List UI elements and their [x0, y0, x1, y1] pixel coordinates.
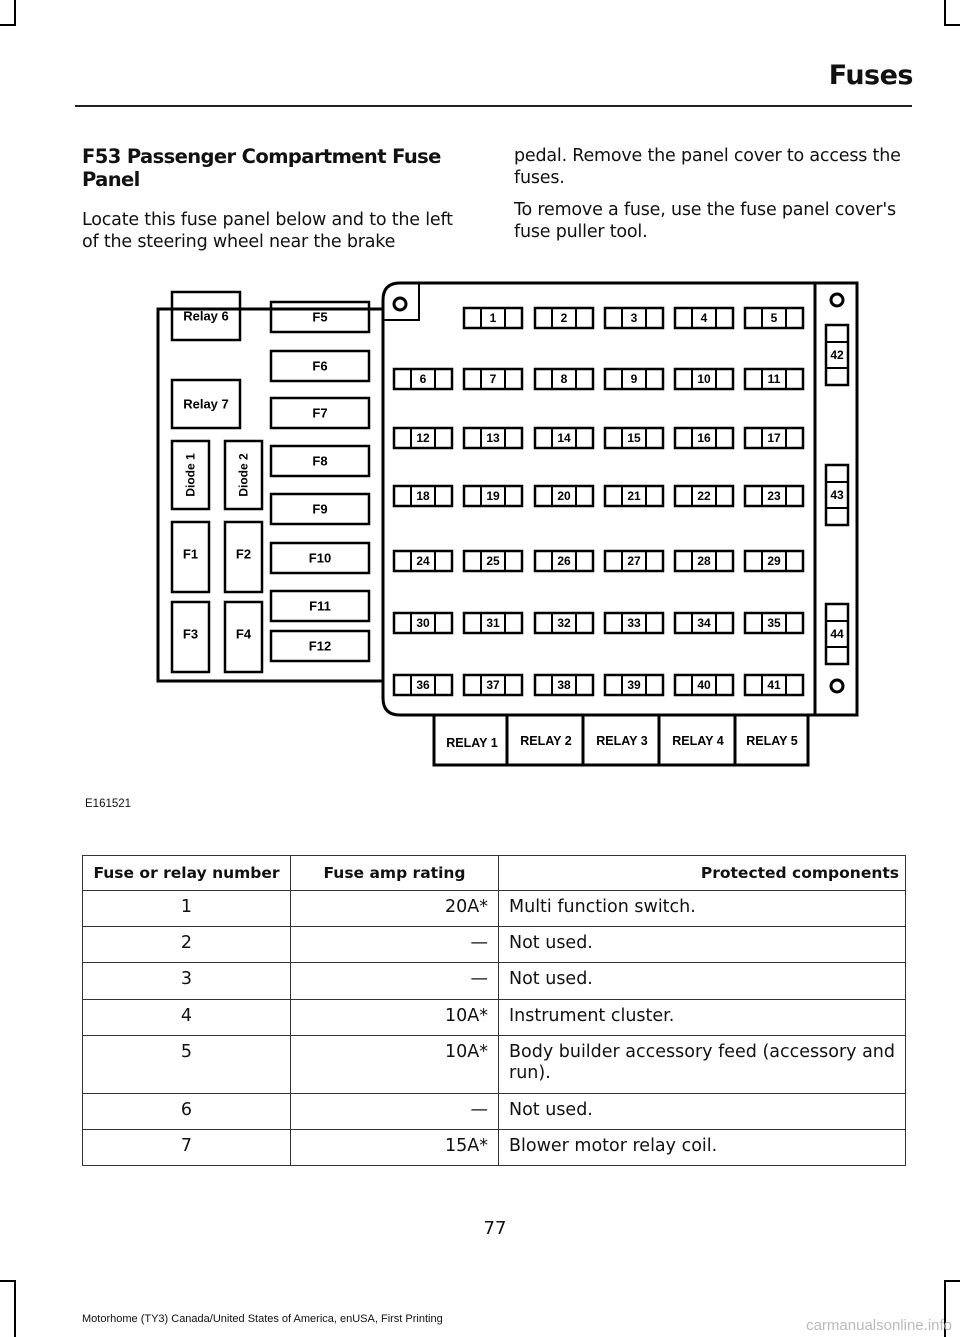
fuse-label: F1	[182, 546, 199, 562]
protected-component-cell: Not used.	[499, 1094, 906, 1130]
table-row	[83, 891, 906, 927]
fuse-number-label: 42	[830, 348, 844, 362]
column-header: Fuse or relay number	[83, 856, 291, 891]
mount-hole	[831, 294, 843, 306]
fuse-label: F3	[182, 626, 199, 642]
table-row	[83, 963, 906, 1000]
relay-label: RELAY 2	[520, 734, 572, 748]
fuse-number-label: 32	[557, 616, 571, 630]
fuse-number-cell: 7	[83, 1130, 291, 1166]
fuse-number-label: 15	[627, 431, 641, 445]
fuse-label: F9	[312, 501, 328, 517]
amp-rating-cell: 20A*	[291, 891, 499, 927]
column-header: Fuse amp rating	[291, 856, 499, 891]
fuse-number-label: 14	[557, 431, 571, 445]
fuse-number-label: 4	[700, 311, 708, 325]
fuse-number-label: 35	[767, 616, 781, 630]
crop-mark	[944, 1280, 960, 1282]
fuse-number-label: 25	[486, 554, 500, 568]
relay-label: Relay 7	[183, 396, 229, 412]
fuse-number-label: 21	[627, 489, 641, 503]
fuse-number-label: 30	[416, 616, 430, 630]
fuse-table	[82, 855, 906, 1166]
crop-mark	[0, 24, 16, 26]
table-header-row	[83, 856, 906, 891]
fuse-number-label: 18	[416, 489, 430, 503]
mount-hole	[831, 680, 843, 692]
fuse-number-label: 7	[489, 372, 497, 386]
table-row	[83, 1130, 906, 1166]
protected-component-cell: Instrument cluster.	[499, 1000, 906, 1036]
fuse-number-label: 36	[416, 678, 430, 692]
fuse-number-label: 41	[767, 678, 781, 692]
fuse-number-label: 8	[560, 372, 568, 386]
fuse-number-label: 40	[697, 678, 711, 692]
fuse-number-label: 34	[697, 616, 711, 630]
crop-mark	[944, 0, 946, 26]
column-header: Protected components	[499, 856, 906, 891]
amp-rating-cell: —	[291, 927, 499, 963]
fuse-number-cell: 4	[83, 1000, 291, 1036]
footer-text: Motorhome (TY3) Canada/United States of America, enUSA, First Printing	[82, 1313, 443, 1325]
fuse-number-label: 13	[486, 431, 500, 445]
page-title: Fuses	[828, 60, 913, 91]
fuse-number-label: 44	[830, 627, 844, 641]
amp-rating-cell: 10A*	[291, 1036, 499, 1094]
fuse-number-cell: 2	[83, 927, 291, 963]
fuse-number-label: 26	[557, 554, 571, 568]
fuse-number-label: 33	[627, 616, 641, 630]
fuse-number-cell: 6	[83, 1094, 291, 1130]
watermark: carmanualsonline.info	[806, 1317, 952, 1334]
fuse-number-label: 3	[630, 311, 638, 325]
fuse-number-cell: 3	[83, 963, 291, 1000]
fuse-number-label: 27	[627, 554, 641, 568]
fuse-label: F10	[308, 550, 332, 566]
figure-code: E161521	[85, 798, 132, 810]
instruction-paragraph: To remove a fuse, use the fuse panel cover's fuse puller tool.	[514, 200, 896, 242]
amp-rating-cell: —	[291, 1094, 499, 1130]
fuse-number-label: 22	[697, 489, 711, 503]
corner-notch	[383, 283, 419, 320]
protected-component-cell: Multi function switch.	[499, 891, 906, 927]
section-heading: F53 Passenger Compartment Fuse Panel	[82, 145, 441, 191]
protected-component-cell: Blower motor relay coil.	[499, 1130, 906, 1166]
fuse-label: F2	[235, 546, 252, 562]
fuse-number-label: 37	[486, 678, 500, 692]
column-right	[514, 145, 906, 253]
relay-label: RELAY 3	[596, 734, 648, 748]
fuse-number-label: 6	[419, 372, 427, 386]
amp-rating-cell: —	[291, 963, 499, 1000]
fuse-number-label: 12	[416, 431, 430, 445]
relay-label: RELAY 1	[446, 736, 498, 750]
table-row	[83, 1036, 906, 1094]
fuse-number-label: 17	[767, 431, 781, 445]
fuse-number-label: 10	[697, 372, 711, 386]
fuse-number-label: 11	[767, 372, 781, 386]
fuse-number-label: 2	[560, 311, 568, 325]
fuse-number-label: 1	[489, 311, 497, 325]
fuse-number-label: 5	[770, 311, 778, 325]
fuse-label: F11	[309, 598, 331, 614]
relay-label: Relay 6	[183, 308, 229, 324]
crop-mark	[944, 24, 960, 26]
crop-mark	[14, 1280, 16, 1337]
page-number: 77	[483, 1218, 507, 1239]
protected-component-cell: Body builder accessory feed (accessory and run).	[499, 1036, 906, 1094]
diode-label: Diode 1	[183, 453, 198, 497]
fuse-number-label: 16	[697, 431, 711, 445]
fuse-number-cell: 1	[83, 891, 291, 927]
fuse-label: F4	[235, 626, 252, 642]
fuse-number-label: 39	[627, 678, 641, 692]
amp-rating-cell: 10A*	[291, 1000, 499, 1036]
intro-paragraph-part2: pedal. Remove the panel cover to access the fuses.	[514, 146, 901, 188]
mount-hole	[394, 298, 406, 310]
fuse-label: F5	[312, 309, 328, 325]
protected-component-cell: Not used.	[499, 963, 906, 1000]
fuse-label: F7	[312, 405, 328, 421]
header-divider	[75, 105, 912, 107]
fuse-number-label: 20	[557, 489, 571, 503]
fuse-number-label: 28	[697, 554, 711, 568]
fuse-number-label: 24	[416, 554, 430, 568]
crop-mark	[14, 0, 16, 26]
relay-label: RELAY 5	[746, 734, 798, 748]
column-left	[82, 145, 474, 263]
fuse-number-label: 29	[767, 554, 781, 568]
relay-label: RELAY 4	[672, 734, 724, 748]
fuse-number-label: 9	[630, 372, 638, 386]
diode-label: Diode 2	[236, 453, 251, 497]
intro-paragraph-part1: Locate this fuse panel below and to the left of the steering wheel near the brake	[82, 210, 453, 252]
fuse-label: F8	[312, 453, 328, 469]
amp-rating-cell: 15A*	[291, 1130, 499, 1166]
table-row	[83, 927, 906, 963]
fuse-label: F6	[312, 358, 328, 374]
table-row	[83, 1094, 906, 1130]
fuse-number-label: 19	[486, 489, 500, 503]
protected-component-cell: Not used.	[499, 927, 906, 963]
fuse-number-label: 43	[830, 488, 844, 502]
table-row	[83, 1000, 906, 1036]
crop-mark	[0, 1280, 16, 1282]
fuse-label: F12	[308, 638, 332, 654]
fuse-panel-diagram	[155, 280, 860, 770]
fuse-number-label: 31	[486, 616, 500, 630]
fuse-number-label: 38	[557, 678, 571, 692]
fuse-number-label: 23	[767, 489, 781, 503]
fuse-number-cell: 5	[83, 1036, 291, 1094]
